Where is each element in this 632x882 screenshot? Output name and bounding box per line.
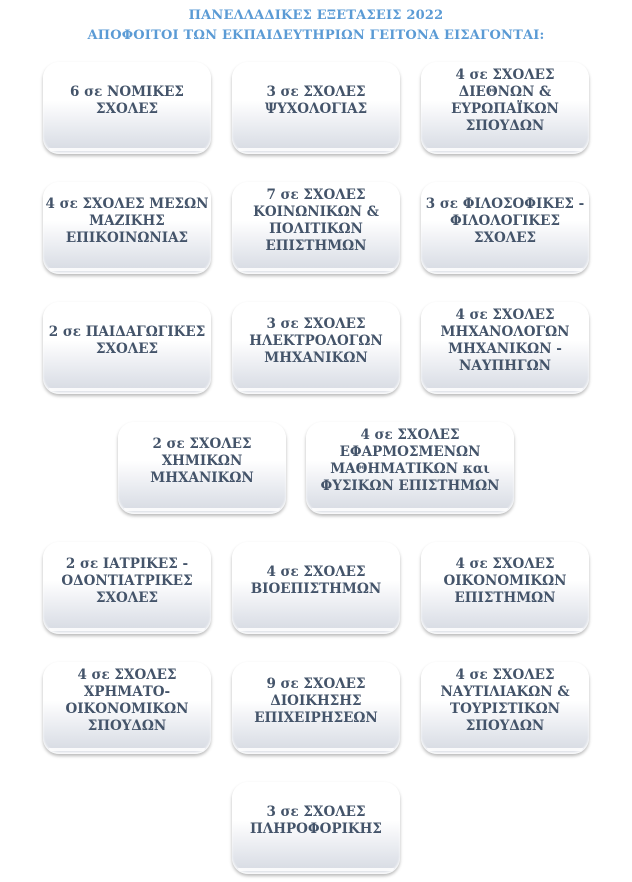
card-label: 4 σε ΣΧΟΛΕΣ ΟΙΚΟΝΟΜΙΚΩΝ ΕΠΙΣΤΗΜΩΝ xyxy=(443,555,567,606)
card-label: 3 σε ΣΧΟΛΕΣ ΗΛΕΚΤΡΟΛΟΓΩΝ ΜΗΧΑΝΙΚΩΝ xyxy=(249,315,383,366)
page-title: ΠΑΝΕΛΛΑΔΙΚΕΣ ΕΞΕΤΑΣΕΙΣ 2022 xyxy=(188,8,444,23)
card-electrical-engineering xyxy=(232,302,400,394)
card-label: 2 σε ΙΑΤΡΙΚΕΣ - ΟΔΟΝΤΙΑΤΡΙΚΕΣ ΣΧΟΛΕΣ xyxy=(61,555,193,606)
card-business-administration xyxy=(232,662,400,754)
card-label: 6 σε ΝΟΜΙΚΕΣ ΣΧΟΛΕΣ xyxy=(70,84,184,117)
card-law-schools xyxy=(43,62,211,154)
card-shipping-tourism xyxy=(421,662,589,754)
card-label: 4 σε ΣΧΟΛΕΣ ΔΙΕΘΝΩΝ & ΕΥΡΩΠΑΪΚΩΝ ΣΠΟΥΔΩΝ xyxy=(451,67,559,134)
card-finance xyxy=(43,662,211,754)
card-informatics xyxy=(232,782,400,874)
card-label: 9 σε ΣΧΟΛΕΣ ΔΙΟΙΚΗΣΗΣ ΕΠΙΧΕΙΡΗΣΕΩΝ xyxy=(254,675,378,726)
card-label: 4 σε ΣΧΟΛΕΣ ΜΗΧΑΝΟΛΟΓΩΝ ΜΗΧΑΝΙΚΩΝ - ΝΑΥΠΗΓΩΝ xyxy=(440,307,570,374)
card-label: 3 σε ΦΙΛΟΣΟΦΙΚΕΣ - ΦΙΛΟΛΟΓΙΚΕΣ ΣΧΟΛΕΣ xyxy=(425,195,585,246)
card-psychology xyxy=(232,62,400,154)
card-philosophy-philology xyxy=(421,182,589,274)
page-subtitle: ΑΠΟΦΟΙΤΟΙ ΤΩΝ ΕΚΠΑΙΔΕΥΤΗΡΙΩΝ ΓΕΙΤΟΝΑ ΕΙΣΑΓΟΝΤΑΙ: xyxy=(87,28,545,43)
card-label: 3 σε ΣΧΟΛΕΣ ΠΛΗΡΟΦΟΡΙΚΗΣ xyxy=(250,804,382,837)
card-pedagogical xyxy=(43,302,211,394)
card-label: 4 σε ΣΧΟΛΕΣ ΧΡΗΜΑΤΟ- ΟΙΚΟΝΟΜΙΚΩΝ ΣΠΟΥΔΩΝ xyxy=(65,667,189,734)
card-label: 2 σε ΠΑΙΔΑΓΩΓΙΚΕΣ ΣΧΟΛΕΣ xyxy=(48,324,206,357)
card-applied-math-physics xyxy=(306,422,514,514)
card-biosciences xyxy=(232,542,400,634)
card-economics xyxy=(421,542,589,634)
card-mass-media xyxy=(43,182,211,274)
card-label: 2 σε ΣΧΟΛΕΣ ΧΗΜΙΚΩΝ ΜΗΧΑΝΙΚΩΝ xyxy=(150,435,254,486)
card-label: 4 σε ΣΧΟΛΕΣ ΕΦΑΡΜΟΣΜΕΝΩΝ ΜΑΘΗΜΑΤΙΚΩΝ και ΦΥΣΙΚΩΝ ΕΠΙΣΤΗΜΩΝ xyxy=(320,427,500,494)
card-international-european-studies xyxy=(421,62,589,154)
card-chemical-engineering xyxy=(118,422,286,514)
card-social-political-sciences xyxy=(232,182,400,274)
card-label: 4 σε ΣΧΟΛΕΣ ΜΕΣΩΝ ΜΑΖΙΚΗΣ ΕΠΙΚΟΙΝΩΝΙΑΣ xyxy=(45,195,209,246)
card-label: 3 σε ΣΧΟΛΕΣ ΨΥΧΟΛΟΓΙΑΣ xyxy=(264,84,368,117)
card-label: 4 σε ΣΧΟΛΕΣ ΝΑΥΤΙΛΙΑΚΩΝ & ΤΟΥΡΙΣΤΙΚΩΝ ΣΠΟΥΔΩΝ xyxy=(440,667,570,734)
card-label: 7 σε ΣΧΟΛΕΣ ΚΟΙΝΩΝΙΚΩΝ & ΠΟΛΙΤΙΚΩΝ ΕΠΙΣΤΗΜΩΝ xyxy=(253,187,379,254)
card-medical-dental xyxy=(43,542,211,634)
card-mechanical-naval-engineering xyxy=(421,302,589,394)
card-label: 4 σε ΣΧΟΛΕΣ ΒΙΟΕΠΙΣΤΗΜΩΝ xyxy=(250,564,382,597)
